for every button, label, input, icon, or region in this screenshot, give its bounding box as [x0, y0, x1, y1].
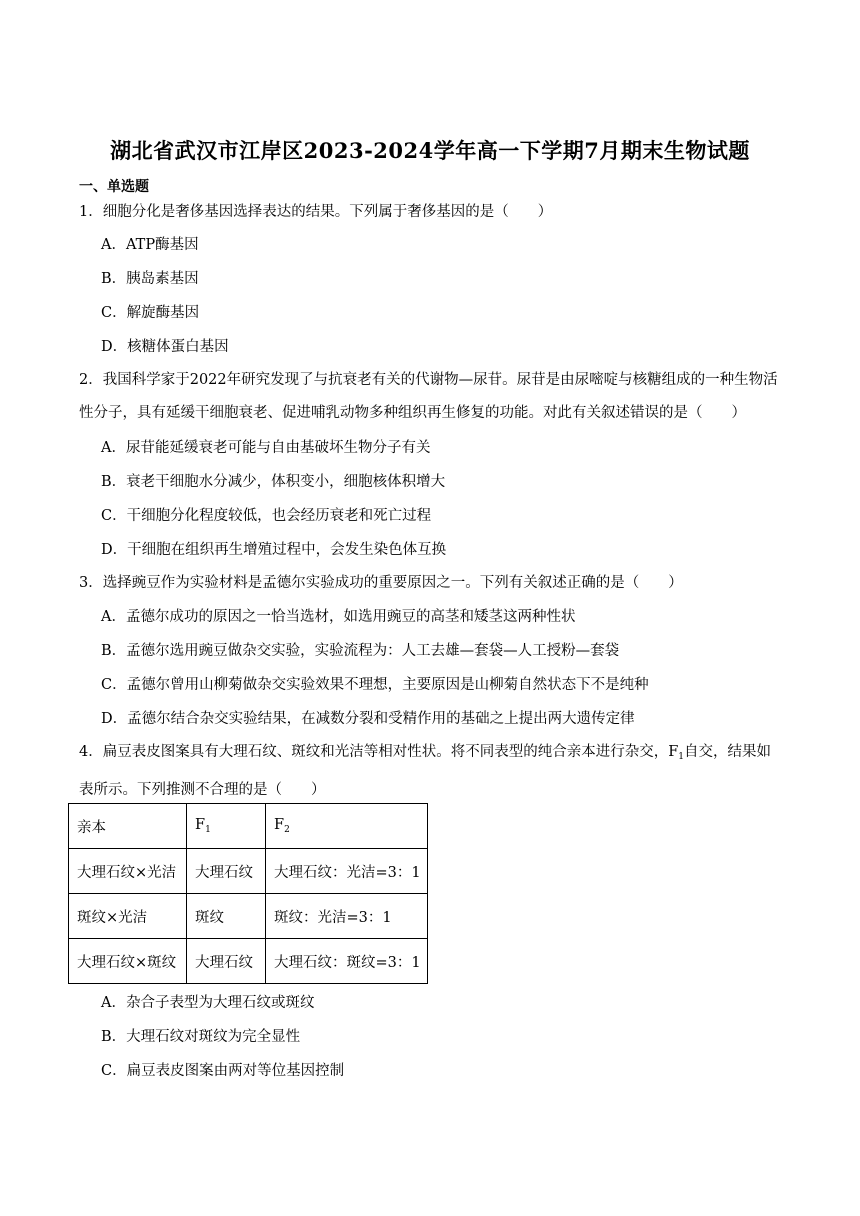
- question-2-option-c: C．干细胞分化程度较低，也会经历衰老和死亡过程: [101, 508, 432, 524]
- question-1-option-d: D．核糖体蛋白基因: [101, 339, 229, 355]
- question-3-option-d: D．孟德尔结合杂交实验结果，在减数分裂和受精作用的基础之上提出两大遗传定律: [101, 711, 635, 727]
- question-1-option-b: B．胰岛素基因: [101, 271, 199, 287]
- question-4-option-b: B．大理石纹对斑纹为完全显性: [101, 1029, 301, 1045]
- page-title: 湖北省武汉市江岸区2023-2024学年高一下学期7月期末生物试题: [110, 138, 750, 163]
- question-2-stem: 2．我国科学家于2022年研究发现了与抗衰老有关的代谢物—尿苷。尿苷是由尿嘧啶与核糖组成的一种生物活性分子，具有延缓干细胞衰老、促进哺乳动物多种组织再生修复的功能。对此有关叙述错误的是（ ）: [79, 372, 778, 421]
- question-3-option-a: A．孟德尔成功的原因之一恰当选材，如选用豌豆的高茎和矮茎这两种性状: [101, 609, 576, 625]
- question-1-stem: 1．细胞分化是奢侈基因选择表达的结果。下列属于奢侈基因的是（ ）: [79, 204, 553, 220]
- table-row: [69, 939, 428, 984]
- question-4-stem-subscript: 1: [678, 752, 685, 762]
- question-4-option-c: C．扁豆表皮图案由两对等位基因控制: [101, 1063, 345, 1079]
- question-2-option-b: B．衰老干细胞水分减少，体积变小，细胞核体积增大: [101, 474, 446, 490]
- table-cell: 大理石纹×光洁: [69, 849, 187, 894]
- table-cell: 斑纹：光洁=3：1: [266, 894, 428, 939]
- table-cell: 大理石纹：光洁=3：1: [266, 849, 428, 894]
- question-1-option-c: C．解旋酶基因: [101, 305, 200, 321]
- header-f2: $F_2$: [266, 804, 428, 849]
- question-4-stem-part-a: 4．扁豆表皮图案具有大理石纹、斑纹和光洁等相对性状。将不同表型的纯合亲本进行杂交，F: [79, 744, 679, 760]
- table-cell: 大理石纹：斑纹=3：1: [266, 939, 428, 984]
- table-cell: 大理石纹: [187, 849, 266, 894]
- table-cell: 斑纹×光洁: [69, 894, 187, 939]
- question-3-stem: 3．选择豌豆作为实验材料是孟德尔实验成功的重要原因之一。下列有关叙述正确的是（ ）: [79, 575, 683, 591]
- question-4-stem: [79, 736, 784, 807]
- table-header-row: [69, 804, 428, 849]
- table-cell: 大理石纹×斑纹: [69, 939, 187, 984]
- question-4-stem-part-b: 自交，结果如表所示。下列推测不合理的是（ ）: [79, 744, 772, 798]
- question-3-option-c: C．孟德尔曾用山柳菊做杂交实验效果不理想，主要原因是山柳菊自然状态下不是纯种: [101, 677, 649, 693]
- table-row: [69, 849, 428, 894]
- question-3-option-b: B．孟德尔选用豌豆做杂交实验，实验流程为：人工去雄—套袋—人工授粉—套袋: [101, 643, 620, 659]
- table-cell: 大理石纹: [187, 939, 266, 984]
- question-2-option-a: A．尿苷能延缓衰老可能与自由基破坏生物分子有关: [101, 440, 431, 456]
- question-4-option-a: A．杂合子表型为大理石纹或斑纹: [101, 995, 315, 1011]
- header-parents: 亲本: [69, 804, 187, 849]
- question-1-option-a: A．ATP酶基因: [101, 237, 199, 253]
- section-heading: 一、单选题: [79, 179, 149, 195]
- cross-results-table: [68, 803, 428, 984]
- table-row: [69, 894, 428, 939]
- question-2-option-d: D．干细胞在组织再生增殖过程中，会发生染色体互换: [101, 542, 447, 558]
- table-cell: 斑纹: [187, 894, 266, 939]
- header-f1: $F_1$: [187, 804, 266, 849]
